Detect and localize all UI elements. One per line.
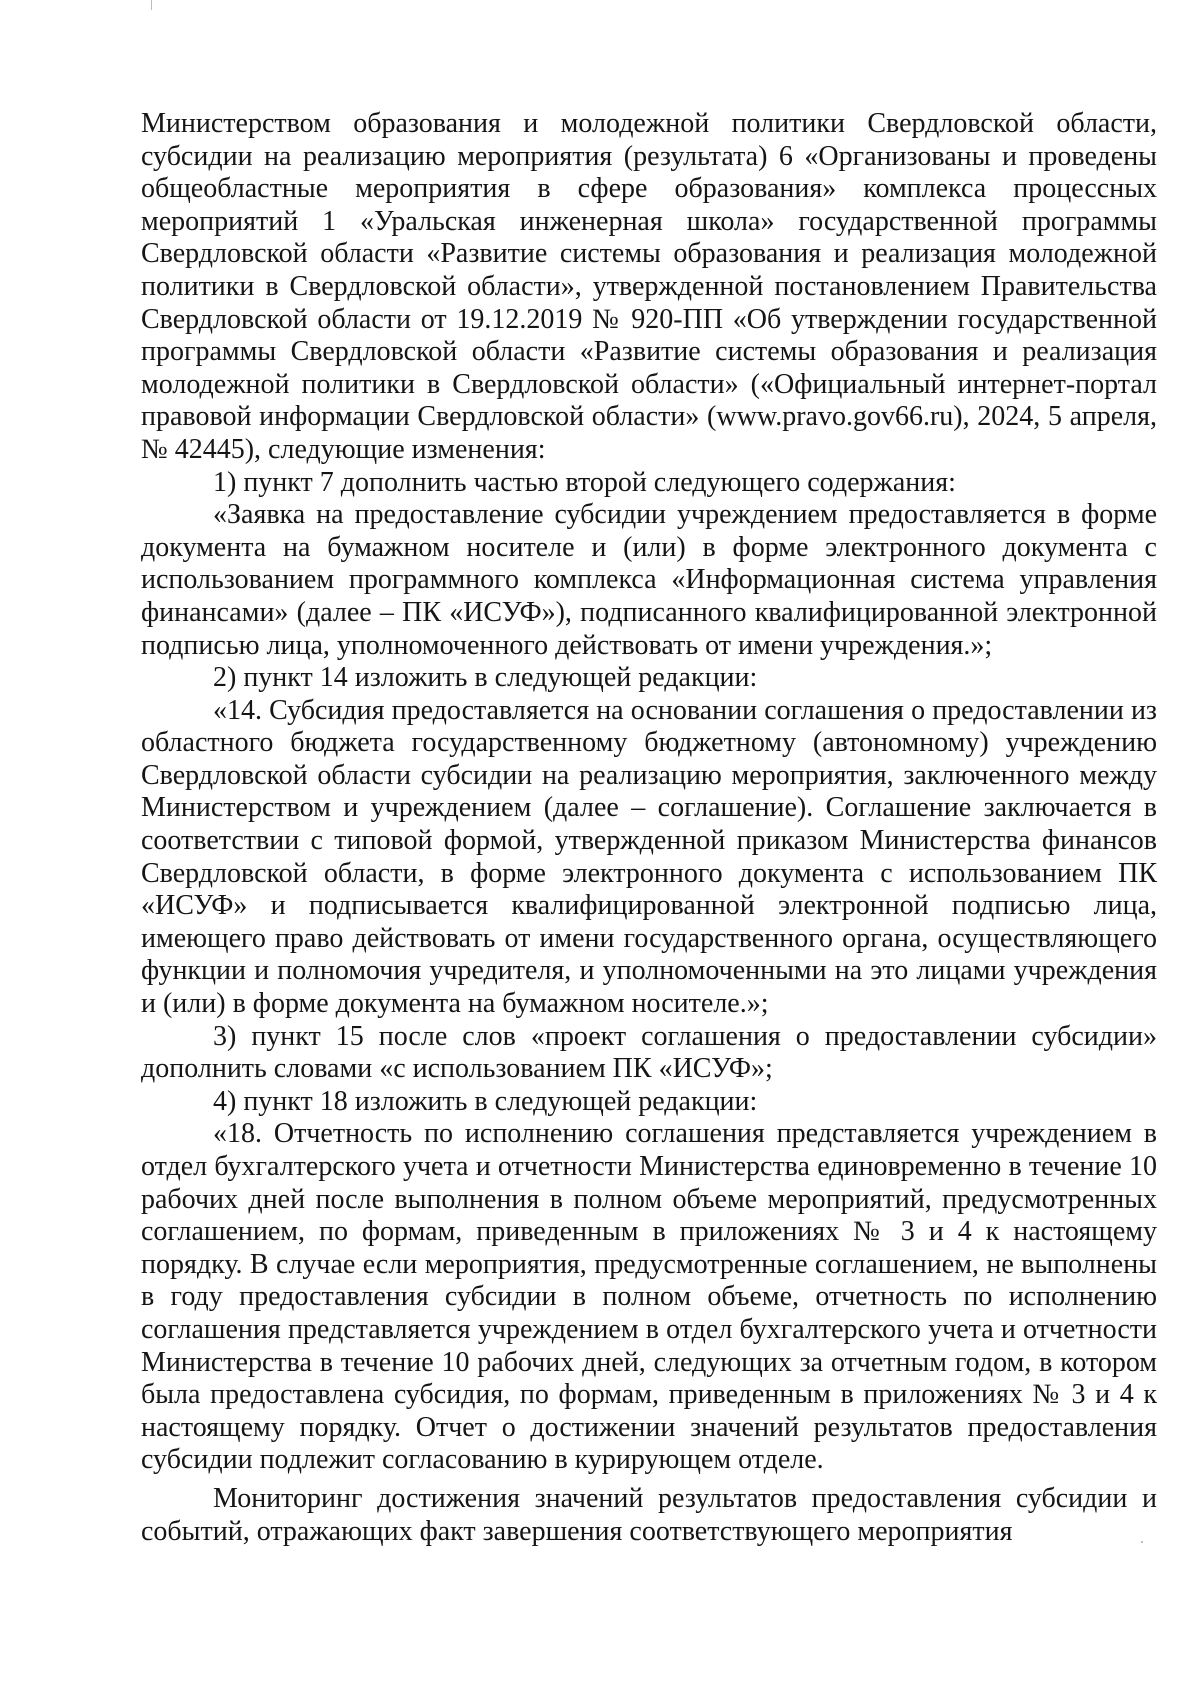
paragraph-item-2-text: «14. Субсидия предоставляется на основании соглашения о предоставлении из областного бюджета государственному бюджетному (автономному) учреждению Свердловской области субсидии на реализацию мероприятия, заключенного между Министерством и учреждением (далее – соглашение). Соглашение заключается в соответствии с типовой формой, утвержденной приказом Министерства финансов Свердловской области, в форме электронного документа с использованием ПК «ИСУФ» и подписывается квалифицированной электронной подписью лица, имеющего право действовать от имени государственного органа, осуществляющего функции и полномочия учредителя, и уполномоченными на это лицами учреждения и (или) в форме документа на бумажном носителе.»;	[141, 694, 1157, 1020]
paragraph-item-3: 3) пункт 15 после слов «проект соглашения о предоставлении субсидии» дополнить словами «с использованием ПК «ИСУФ»;	[141, 1020, 1157, 1085]
scan-artifact-top	[151, 0, 152, 10]
paragraph-monitoring: Мониторинг достижения значений результатов предоставления субсидии и событий, отражающих факт завершения соответствующего мероприятия	[141, 1482, 1157, 1547]
document-body	[141, 108, 1157, 1548]
paragraph-intro: Министерством образования и молодежной политики Свердловской области, субсидии на реализацию мероприятия (результата) 6 «Организованы и проведены общеобластные мероприятия в сфере образования» комплекса процессных мероприятий 1 «Уральская инженерная школа» государственной программы Свердловской области «Развитие системы образования и реализация молодежной политики в Свердловской области», утвержденной постановлением Правительства Свердловской области от 19.12.2019 № 920-ПП «Об утверждении государственной программы Свердловской области «Развитие системы образования и реализация молодежной политики в Свердловской области» («Официальный интернет-портал правовой информации Свердловской области» (www.pravo.gov66.ru), 2024, 5 апреля, № 42445), следующие изменения:	[141, 108, 1157, 465]
paragraph-item-1-text: «Заявка на предоставление субсидии учреждением предоставляется в форме документа на бумажном носителе и (или) в форме электронного документа с использованием программного комплекса «Информационная система управления финансами» (далее – ПК «ИСУФ»), подписанного квалифицированной электронной подписью лица, уполномоченного действовать от имени учреждения.»;	[141, 499, 1157, 661]
paragraph-item-4: 4) пункт 18 изложить в следующей редакции:	[213, 1085, 758, 1117]
paragraph-item-4-text: «18. Отчетность по исполнению соглашения представляется учреждением в отдел бухгалтерского учета и отчетности Министерства единовременно в течение 10 рабочих дней после выполнения в полном объеме мероприятий, предусмотренных соглашением, по формам, приведенным в приложениях № 3 и 4 к настоящему порядку. В случае если мероприятия, предусмотренные соглашением, не выполнены в году предоставления субсидии в полном объеме, отчетность по исполнению соглашения представляется учреждением в отдел бухгалтерского учета и отчетности Министерства в течение 10 рабочих дней, следующих за отчетным годом, в котором была предоставлена субсидия, по формам, приведенным в приложениях № 3 и 4 к настоящему порядку. Отчет о достижении значений результатов предоставления субсидии подлежит согласованию в курирующем отделе.	[141, 1118, 1157, 1476]
paragraph-item-2: 2) пункт 14 изложить в следующей редакции:	[213, 662, 758, 694]
paragraph-item-1: 1) пункт 7 дополнить частью второй следующего содержания:	[213, 466, 956, 498]
